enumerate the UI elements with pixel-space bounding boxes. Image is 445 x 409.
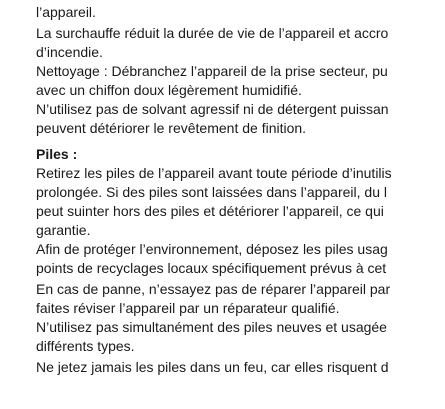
text-line: peut suinter hors des piles et détériorer l’appareil, ce qui <box>36 203 384 219</box>
text-line: points de recyclages locaux spécifiquement prévus à cet <box>36 260 387 276</box>
text-line: différents types. <box>36 338 135 354</box>
text-line: Retirez les piles de l’appareil avant toute période d’inutilis <box>36 165 392 181</box>
text-line: En cas de panne, n’essayez pas de réparer l’appareil par <box>36 281 391 297</box>
manual-page <box>36 0 445 409</box>
text-line: l’appareil. <box>36 4 96 20</box>
text-line: avec un chiffon doux légèrement humidifié. <box>36 82 302 98</box>
text-line: faites réviser l’appareil par un réparateur qualifié. <box>36 300 340 316</box>
text-line: N’utilisez pas de solvant agressif ni de détergent puissan <box>36 101 389 117</box>
text-line: Afin de protéger l’environnement, déposez les piles usag <box>36 241 388 257</box>
text-line: prolongée. Si des piles sont laissées dans l’appareil, du l <box>36 184 387 200</box>
text-line: garantie. <box>36 222 91 238</box>
text-line: Ne jetez jamais les piles dans un feu, car elles risquent d <box>36 359 389 375</box>
text-line: La surchauffe réduit la durée de vie de l’appareil et accro <box>36 25 389 41</box>
text-line: Nettoyage : Débranchez l’appareil de la prise secteur, pu <box>36 63 388 79</box>
text-line: N’utilisez pas simultanément des piles neuves et usagée <box>36 319 387 335</box>
text-line: d’incendie. <box>36 44 103 60</box>
text-line: peuvent détériorer le revêtement de finition. <box>36 120 307 136</box>
section-heading: Piles : <box>36 146 78 162</box>
